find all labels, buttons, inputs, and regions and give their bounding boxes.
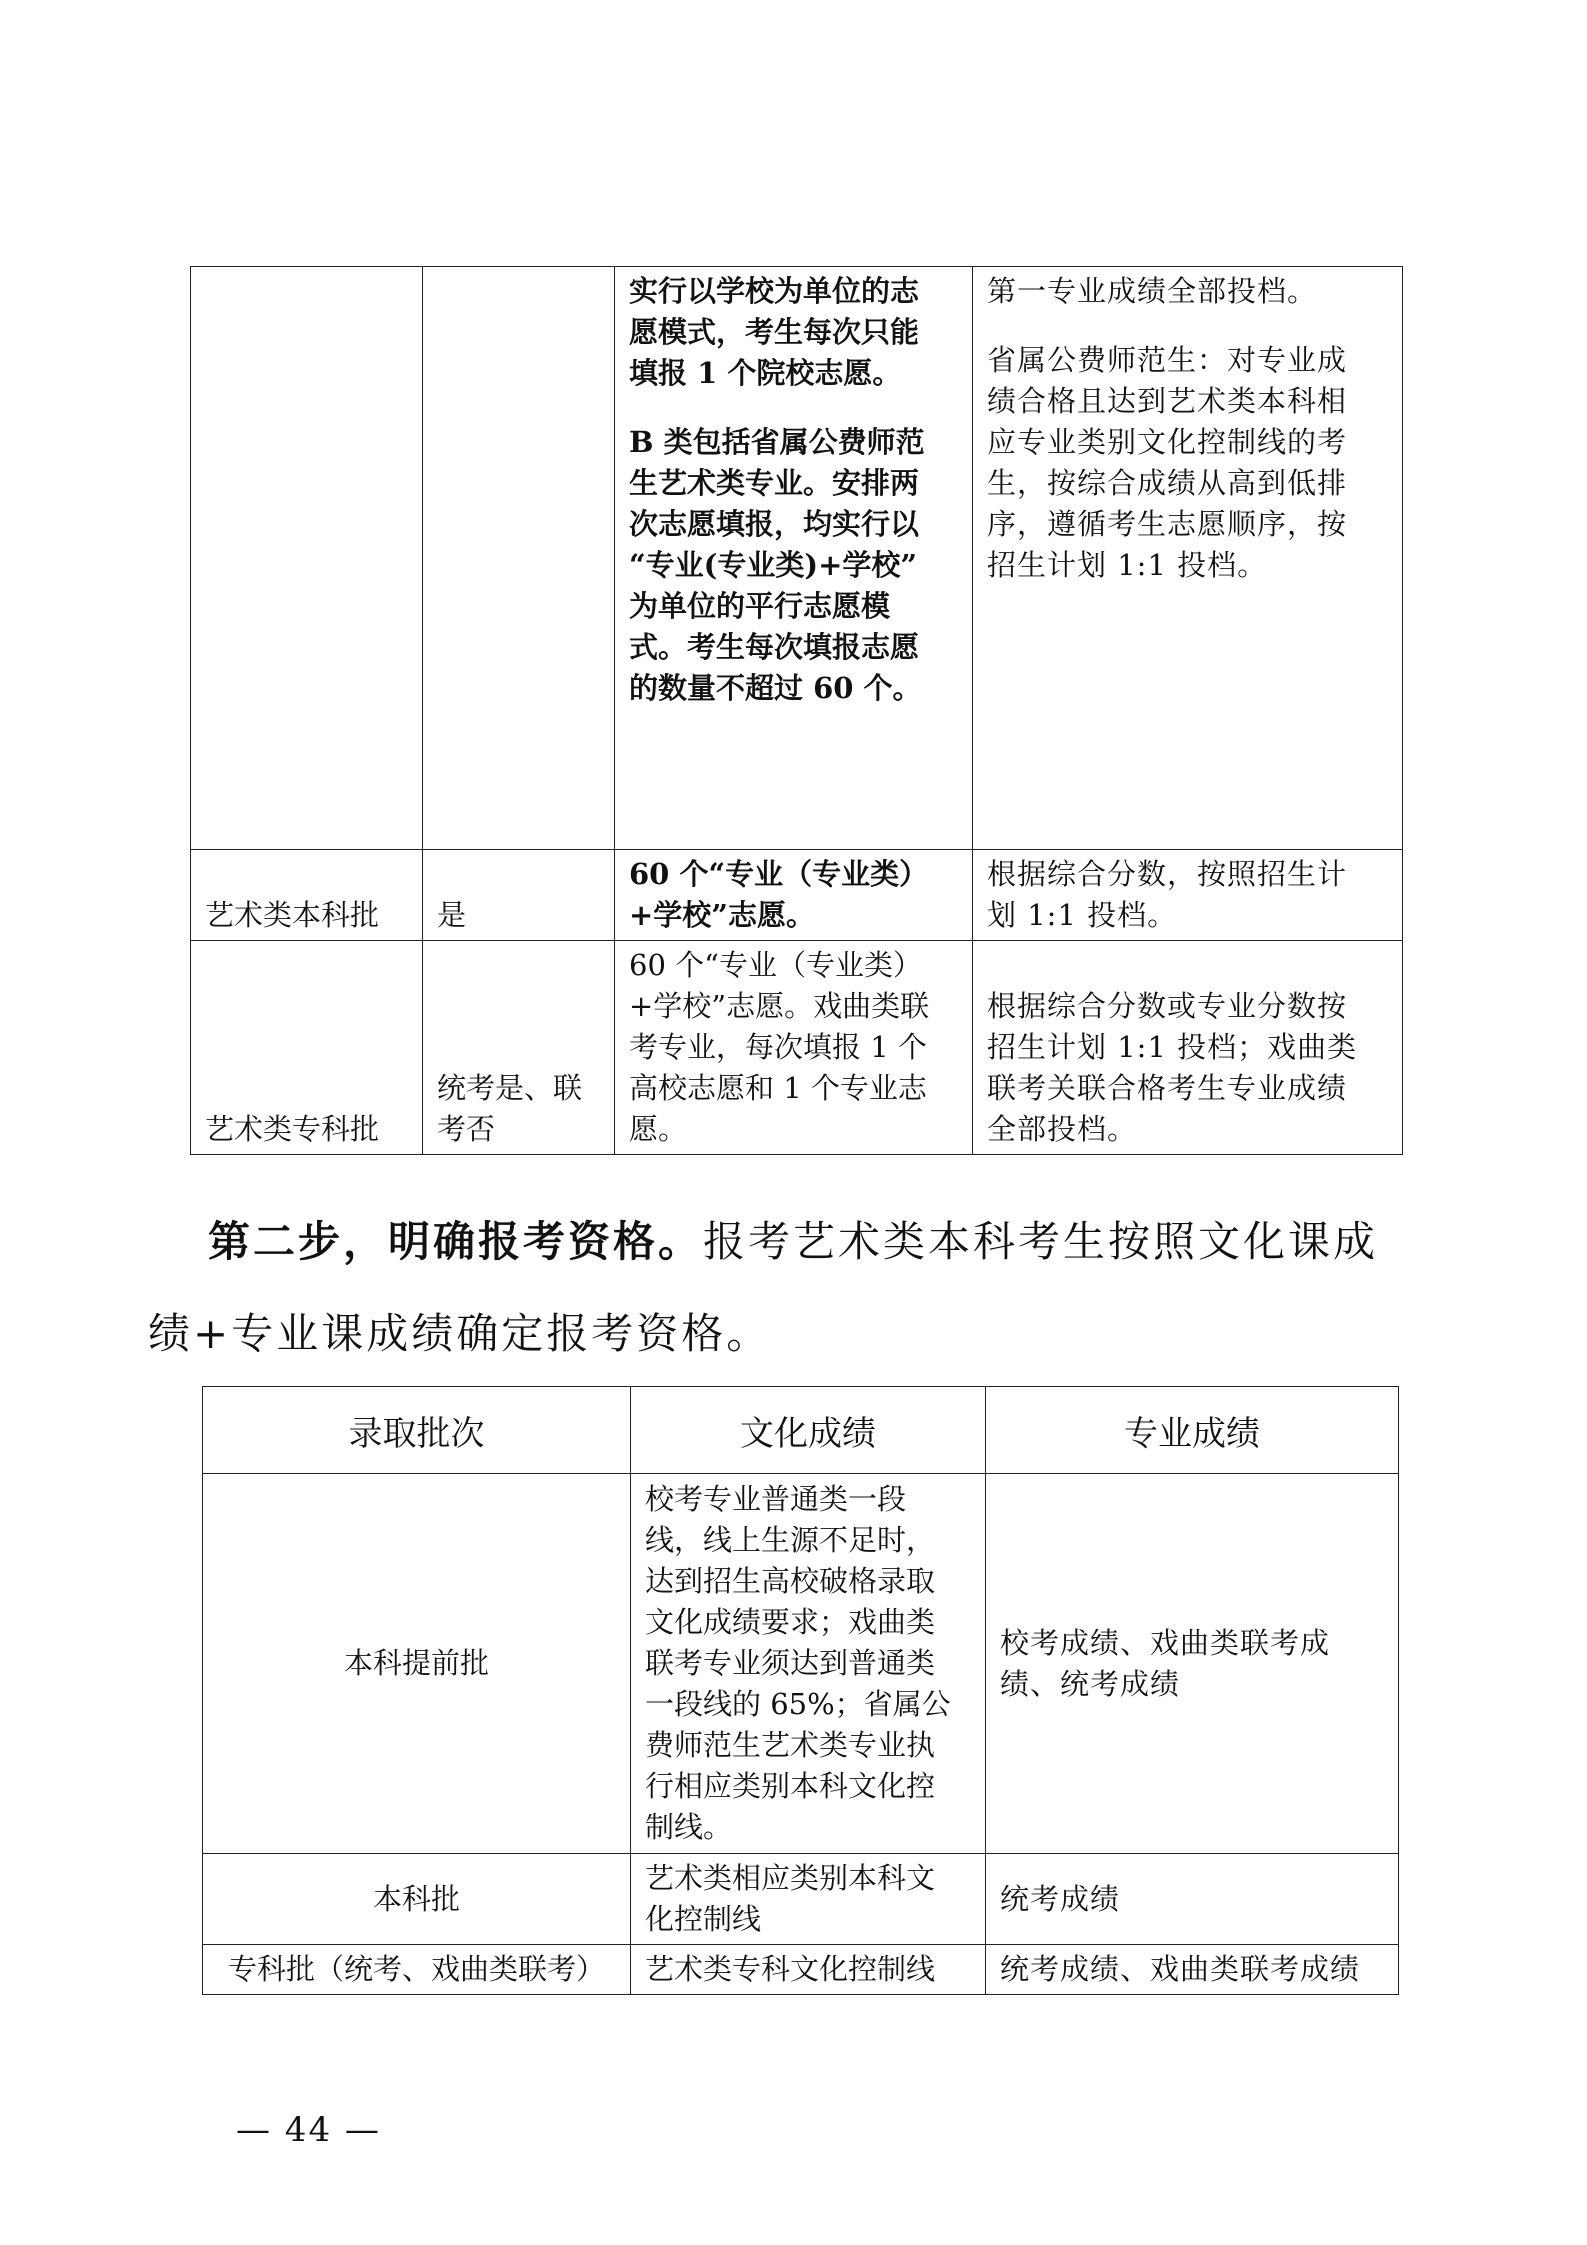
table-cell xyxy=(631,1854,986,1945)
flag-label: 统考是、联 考否 xyxy=(437,1071,583,1146)
cell-text: 60 个“专业（专业类） +学校”志愿。戏曲类联 考专业，每次填报 1 个 高校志愿和 1 个专业志 愿。 xyxy=(629,948,930,1146)
table-cell xyxy=(191,267,423,850)
table-cell xyxy=(973,850,1403,941)
column-header: 文化成绩 xyxy=(631,1387,986,1474)
table-cell xyxy=(423,267,615,850)
cell-text: 根据综合分数，按照招生计 划 1:1 投档。 xyxy=(987,857,1348,932)
cell-text: 实行以学校为单位的志 愿模式，考生每次只能 填报 1 个院校志愿。 xyxy=(629,274,920,390)
table-cell xyxy=(203,1945,631,1995)
table-cell xyxy=(423,850,615,941)
paragraph-text: 绩+专业课成绩确定报考资格。 xyxy=(148,1309,772,1358)
table-row xyxy=(203,1945,1399,1995)
table-cell xyxy=(986,1854,1399,1945)
cell-text: 统考成绩 xyxy=(1000,1881,1121,1916)
column-header: 录取批次 xyxy=(203,1387,631,1474)
flag-label: 是 xyxy=(437,898,467,932)
cell-text: 校考专业普通类一段 线，线上生源不足时， 达到招生高校破格录取 文化成绩要求；戏曲类 联考专业须达到普通类 一段线的 65%；省属公 费师范生艺术类专业执 行相应类别本科文化控 制线。 xyxy=(645,1482,951,1844)
cell-text: 60 个“专业（专业类） +学校”志愿。 xyxy=(629,857,929,932)
table-cell xyxy=(631,1945,986,1995)
batch-label: 艺术类专科批 xyxy=(205,1112,380,1146)
table-cell xyxy=(615,941,973,1155)
cell-text: 第一专业成绩全部投档。 xyxy=(987,274,1318,308)
table-cell xyxy=(973,267,1403,850)
table-cell xyxy=(986,1474,1399,1854)
table-row xyxy=(203,1474,1399,1854)
cell-text: B 类包括省属公费师范 生艺术类专业。安排两 次志愿填报，均实行以 “专业(专业类)+学校” 为单位的平行志愿模 式。考生每次填报志愿 的数量不超过 60 个。 xyxy=(629,425,925,705)
cell-text: 省属公费师范生：对专业成 绩合格且达到艺术类本科相 应专业类别文化控制线的考 生，按综合成绩从高到低排 序，遵循考生志愿顺序，按 招生计划 1:1 投档。 xyxy=(987,343,1348,582)
table-cell xyxy=(986,1945,1399,1995)
table-cell xyxy=(615,850,973,941)
cell-text: 校考成绩、戏曲类联考成 绩、统考成绩 xyxy=(1000,1625,1331,1701)
paragraph-lead: 第二步，明确报考资格。 xyxy=(208,1217,704,1266)
table-row xyxy=(203,1854,1399,1945)
table-cell xyxy=(631,1474,986,1854)
qualification-table xyxy=(202,1386,1399,1995)
table-header-row xyxy=(203,1387,1399,1474)
cell-text: 根据综合分数或专业分数按 招生计划 1:1 投档；戏曲类 联考关联合格考生专业成绩 全部投档。 xyxy=(987,989,1358,1146)
batch-label: 艺术类本科批 xyxy=(205,898,380,932)
column-header: 专业成绩 xyxy=(986,1387,1399,1474)
batch-label: 本科提前批 xyxy=(343,1646,489,1680)
paragraph-text: 报考艺术类本科考生按照文化课成 xyxy=(703,1217,1379,1266)
page-number: — 44 — xyxy=(236,2110,381,2150)
table-cell xyxy=(191,941,423,1155)
table-cell xyxy=(203,1474,631,1854)
table-row xyxy=(191,850,1403,941)
table-cell xyxy=(203,1854,631,1945)
table-row xyxy=(191,267,1403,850)
body-paragraph xyxy=(148,1196,1408,1380)
table-cell xyxy=(615,267,973,850)
table-cell xyxy=(191,850,423,941)
cell-text: 艺术类相应类别本科文 化控制线 xyxy=(645,1861,936,1936)
table-row xyxy=(191,941,1403,1155)
batch-label: 本科批 xyxy=(372,1881,460,1916)
cell-text: 艺术类专科文化控制线 xyxy=(645,1952,936,1986)
batch-label: 专科批（统考、戏曲类联考） xyxy=(227,1952,605,1986)
table-cell xyxy=(423,941,615,1155)
table-cell xyxy=(973,941,1403,1155)
admission-rules-table xyxy=(190,266,1403,1155)
cell-text: 统考成绩、戏曲类联考成绩 xyxy=(1000,1952,1361,1986)
